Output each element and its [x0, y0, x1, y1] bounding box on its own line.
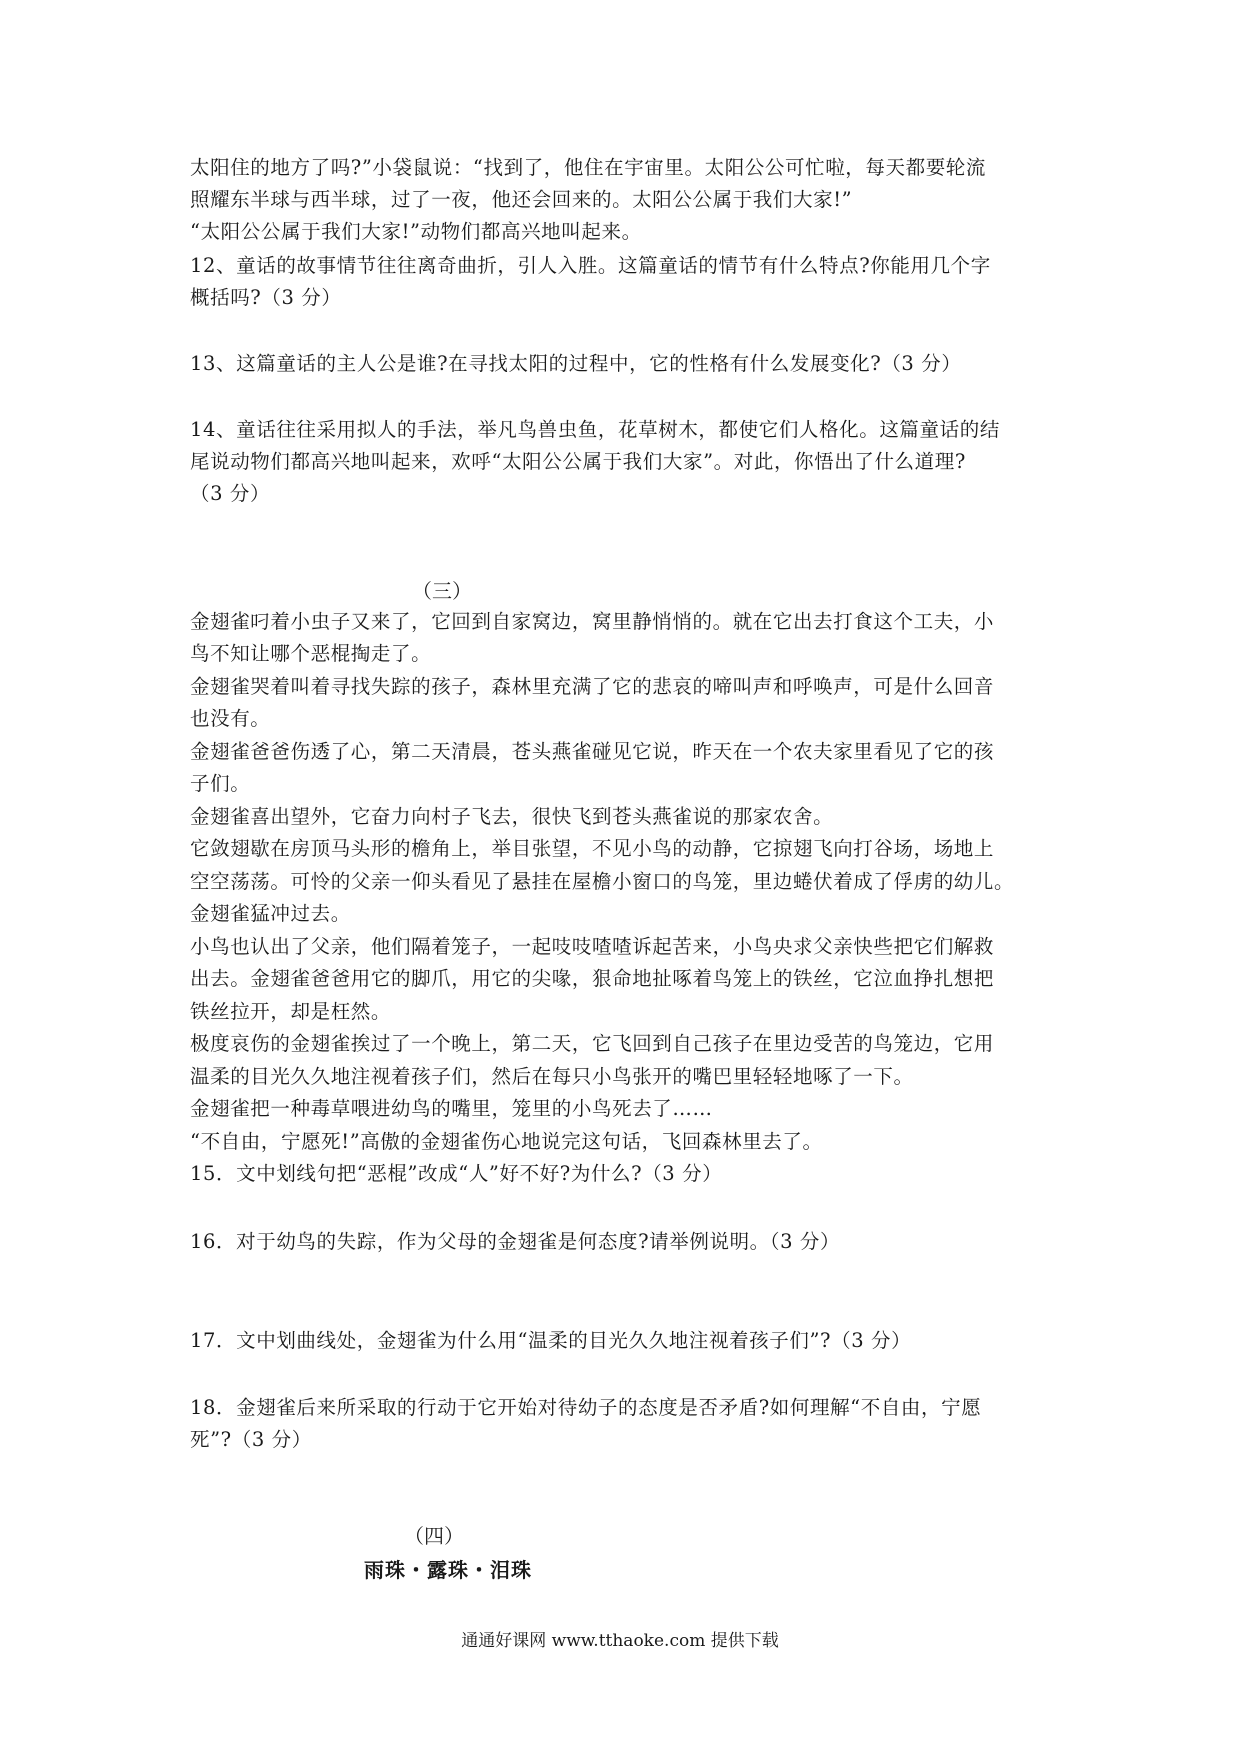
passage-line: 金翅雀猛冲过去。 [190, 902, 351, 925]
passage-line: 金翅雀爸爸伤透了心，第二天清晨，苍头燕雀碰见它说，昨天在一个农夫家里看见了它的孩 [190, 740, 995, 763]
text-line: 太阳住的地方了吗?”小袋鼠说：“找到了，他住在宇宙里。太阳公公可忙啦，每天都要轮流 [190, 156, 986, 179]
passage-line: 小鸟也认出了父亲，他们隔着笼子，一起吱吱喳喳诉起苦来，小鸟央求父亲快些把它们解救 [190, 935, 995, 958]
question-14-cont: 尾说动物们都高兴地叫起来，欢呼“太阳公公属于我们大家”。对此，你悟出了什么道理? [190, 450, 966, 473]
passage-line: 金翅雀叼着小虫子又来了，它回到自家窝边，窝里静悄悄的。就在它出去打食这个工夫，小 [190, 610, 995, 633]
passage-line: 铁丝拉开，却是枉然。 [190, 1000, 392, 1023]
passage-line: 金翅雀喜出望外，它奋力向村子飞去，很快飞到苍头燕雀说的那家农舍。 [190, 805, 834, 828]
passage-line: 也没有。 [190, 707, 271, 730]
text-line: “太阳公公属于我们大家!”动物们都高兴地叫起来。 [190, 220, 642, 243]
question-18: 18．金翅雀后来所采取的行动于它开始对待幼子的态度是否矛盾?如何理解“不自由，宁愿 [190, 1396, 982, 1419]
page-footer: 通通好课网 www.tthaoke.com 提供下载 [461, 1631, 779, 1651]
question-14-cont: （3 分） [190, 482, 271, 505]
passage-line: 它敛翅歇在房顶马头形的檐角上，举目张望，不见小鸟的动静，它掠翅飞向打谷场，场地上 [190, 837, 995, 860]
question-15: 15．文中划线句把“恶棍”改成“人”好不好?为什么?（3 分） [190, 1162, 723, 1185]
passage-line: 金翅雀哭着叫着寻找失踪的孩子，森林里充满了它的悲哀的啼叫声和呼唤声，可是什么回音 [190, 675, 995, 698]
question-17: 17．文中划曲线处，金翅雀为什么用“温柔的目光久久地注视着孩子们”?（3 分） [190, 1329, 912, 1352]
passage-line: 子们。 [190, 772, 251, 795]
question-12: 12、童话的故事情节往往离奇曲折，引人入胜。这篇童话的情节有什么特点?你能用几个字 [190, 254, 991, 277]
passage-line: “不自由，宁愿死!”高傲的金翅雀伤心地说完这句话，飞回森林里去了。 [190, 1130, 823, 1153]
section-4-heading: （四） [404, 1524, 464, 1548]
question-16: 16．对于幼鸟的失踪，作为父母的金翅雀是何态度?请举例说明。（3 分） [190, 1230, 841, 1253]
passage-line: 极度哀伤的金翅雀挨过了一个晚上，第二天，它飞回到自己孩子在里边受苦的鸟笼边，它用 [190, 1032, 995, 1055]
passage-line: 金翅雀把一种毒草喂进幼鸟的嘴里，笼里的小鸟死去了…… [190, 1097, 713, 1120]
passage-line: 温柔的目光久久地注视着孩子们，然后在每只小鸟张开的嘴巴里轻轻地啄了一下。 [190, 1065, 914, 1088]
question-14: 14、童话往往采用拟人的手法，举凡鸟兽虫鱼，花草树木，都使它们人格化。这篇童话的结 [190, 418, 1000, 441]
section-3-heading: （三） [412, 579, 472, 603]
question-13: 13、这篇童话的主人公是谁?在寻找太阳的过程中，它的性格有什么发展变化?（3 分） [190, 352, 962, 375]
text-line: 照耀东半球与西半球，过了一夜，他还会回来的。太阳公公属于我们大家!” [190, 188, 853, 211]
passage-line: 鸟不知让哪个恶棍掏走了。 [190, 642, 432, 665]
passage-line: 出去。金翅雀爸爸用它的脚爪，用它的尖喙，狠命地扯啄着鸟笼上的铁丝，它泣血挣扎想把 [190, 967, 995, 990]
question-12-cont: 概括吗?（3 分） [190, 286, 342, 309]
section-4-title: 雨珠・露珠・泪珠 [364, 1558, 532, 1582]
question-18-cont: 死”?（3 分） [190, 1428, 312, 1451]
passage-line: 空空荡荡。可怜的父亲一仰头看见了悬挂在屋檐小窗口的鸟笼，里边蜷伏着成了俘虏的幼儿。 [190, 870, 1015, 893]
